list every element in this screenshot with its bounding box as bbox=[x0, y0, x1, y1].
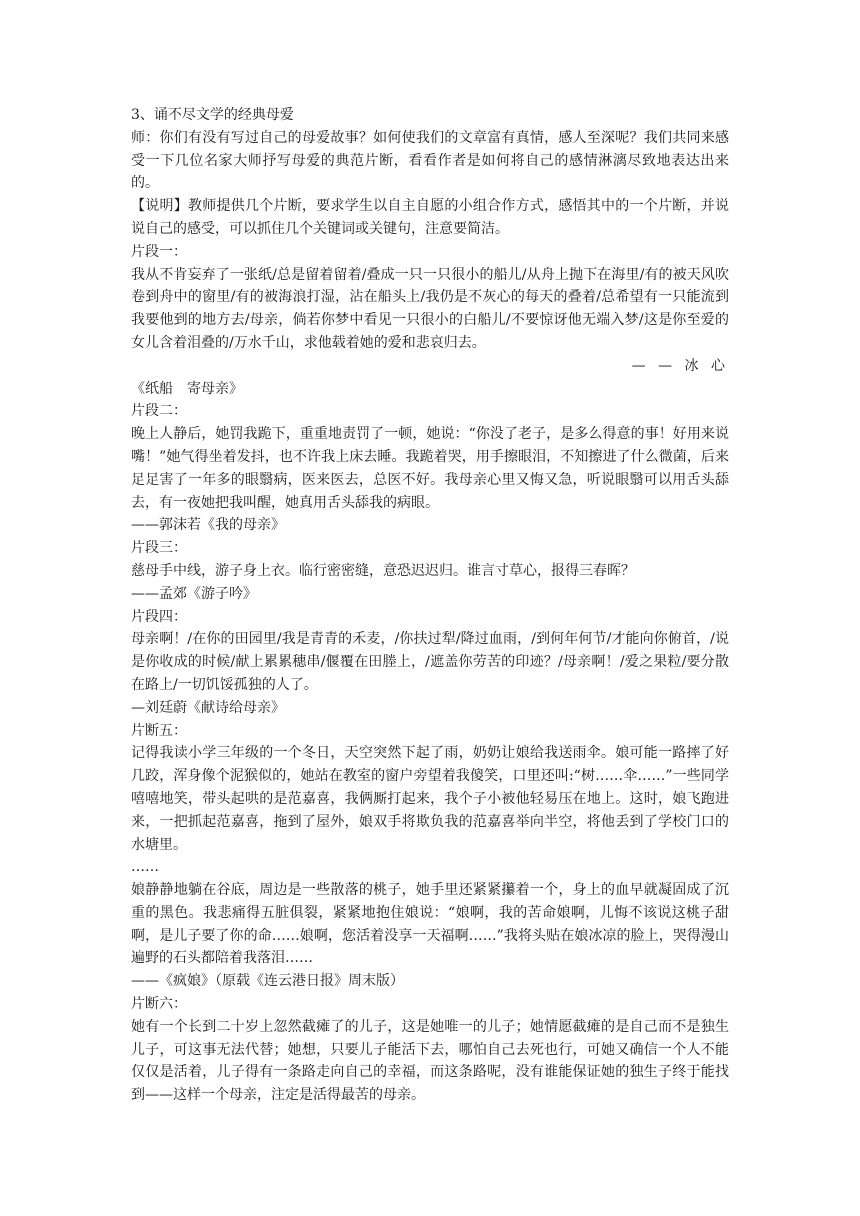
segment-1-text: 我从不肯妄弃了一张纸/总是留着留着/叠成一只一只很小的船儿/从舟上抛下在海里/有的被天风吹卷到舟中的窗里/有的被海浪打湿，沾在船头上/我仍是不灰心的每天的叠着/总希望有一只能流到我要他到的地方去/母亲，倘若你梦中看见一只很小的白船儿/不要惊讶他无端入梦/这是你至爱的女儿含着泪叠的/万水千山，求他载着她的爱和悲哀归去。 bbox=[131, 266, 729, 351]
segment-2-author: ——郭沫若《我的母亲》 bbox=[131, 517, 285, 534]
teacher-prompt: 师：你们有没有写过自己的母爱故事？如何使我们的文章富有真情，感人至深呢？我们共同来感受一下几位名家大师抒写母爱的典范片断，看看作者是如何将自己的感情淋漓尽致地表达出来的。 bbox=[131, 129, 729, 192]
segment-4-author: —刘廷蔚《献诗给母亲》 bbox=[131, 699, 285, 716]
segment-1-label: 片段一： bbox=[131, 243, 187, 260]
document-page bbox=[131, 104, 729, 1107]
segment-2-text: 晚上人静后，她罚我跪下，重重地责罚了一顿，她说：“你没了老子，是多么得意的事！好用来说嘴！”她气得坐着发抖，也不许我上床去睡。我跪着哭，用手擦眼泪，不知擦进了什么微菌，后来足足害了一年多的眼翳病，医来医去，总医不好。我母亲心里又悔又急，听说眼翳可以用舌头舔去，有一夜她把我叫醒，她真用舌头舔我的病眼。 bbox=[131, 426, 729, 511]
instruction-note: 【说明】教师提供几个片断，要求学生以自主自愿的小组合作方式，感悟其中的一个片断，并说说自己的感受，可以抓住几个关键词或关键句，注意要简洁。 bbox=[131, 198, 729, 237]
segment-1-source: 《纸船 寄母亲》 bbox=[131, 380, 243, 397]
segment-4-label: 片段四： bbox=[131, 608, 187, 625]
segment-6-label: 片断六： bbox=[131, 996, 187, 1013]
segment-3-text: 慈母手中线，游子身上衣。临行密密缝，意恐迟迟归。谁言寸草心，报得三春晖？ bbox=[131, 562, 635, 579]
segment-5-text-part2: 娘静静地躺在谷底，周边是一些散落的桃子，她手里还紧紧攥着一个，身上的血早就凝固成了沉重的黑色。我悲痛得五脏俱裂，紧紧地抱住娘说：“娘啊，我的苦命娘啊，儿悔不该说这桃子甜啊，是儿子要了你的命……娘啊，您活着没享一天福啊……”我将头贴在娘冰凉的脸上，哭得漫山遍野的石头都陪着我落泪…… bbox=[131, 882, 729, 967]
segment-3-label: 片段三： bbox=[131, 540, 187, 557]
section-heading: 3、诵不尽文学的经典母爱 bbox=[131, 107, 294, 123]
segment-5-label: 片断五： bbox=[131, 722, 187, 739]
segment-3-author: ——孟郊《游子吟》 bbox=[131, 585, 257, 602]
segment-5-text-part1: 记得我读小学三年级的一个冬日，天空突然下起了雨，奶奶让娘给我送雨伞。娘可能一路摔了好几跤，浑身像个泥猴似的，她站在教室的窗户旁望着我傻笑，口里还叫:“树……伞……”一些同学嘻嘻地笑，带头起哄的是范嘉喜，我俩厮打起来，我个子小被他轻易压在地上。这时，娘飞跑进来，一把抓起范嘉喜，拖到了屋外，娘双手将欺负我的范嘉喜举向半空，将他丢到了学校门口的水塘里。 bbox=[131, 745, 729, 853]
segment-1-author: — — 冰 心 bbox=[631, 357, 729, 374]
segment-2-label: 片段二： bbox=[131, 403, 187, 420]
segment-6-text: 她有一个长到二十岁上忽然截瘫了的儿子，这是她唯一的儿子；她情愿截瘫的是自己而不是独生儿子，可这事无法代替；她想，只要儿子能活下去，哪怕自己去死也行，可她又确信一个人不能仅仅是活着，儿子得有一条路走向自己的幸福，而这条路呢，没有谁能保证她的独生子终于能找到——这样一个母亲，注定是活得最苦的母亲。 bbox=[131, 1018, 729, 1104]
segment-5-ellipsis: …… bbox=[131, 859, 159, 876]
segment-5-author: ——《疯娘》（原载《连云港日报》周末版） bbox=[131, 973, 404, 990]
segment-4-text: 母亲啊！/在你的田园里/我是青青的禾麦，/你扶过犁/降过血雨，/到何年何节/才能向你俯首，/说是你收成的时候/献上累累穗串/偃覆在田塍上，/遮盖你劳苦的印迹？/母亲啊！/爱之果粒/要分散在路上/一切饥馁孤独的人了。 bbox=[131, 631, 729, 693]
